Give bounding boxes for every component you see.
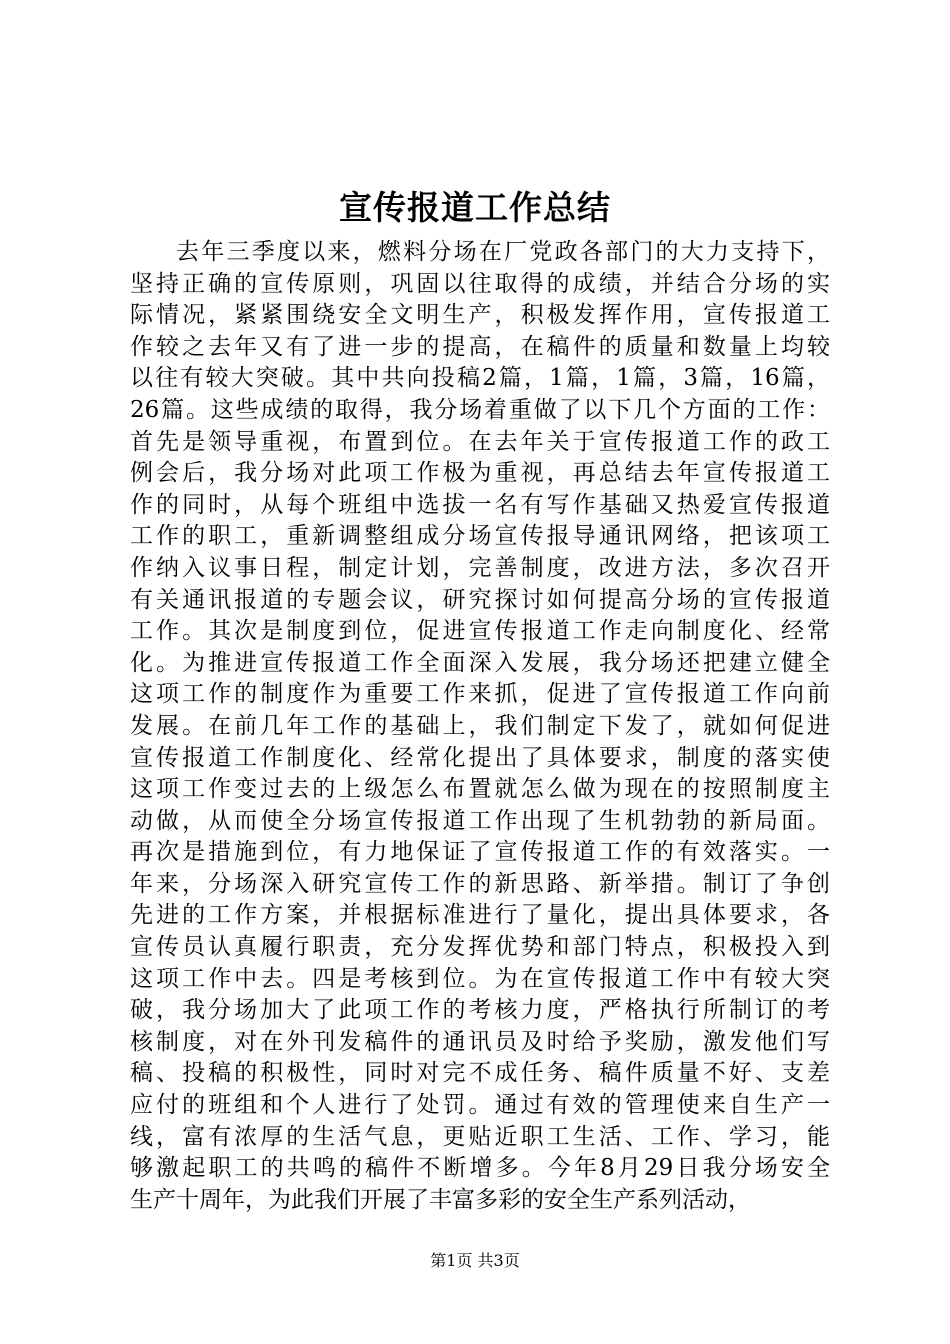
body-line: 这项工作变过去的上级怎么布置就怎么做为现在的按照制度主 bbox=[130, 776, 830, 803]
body-line: 去年三季度以来，燃料分场在厂党政各部门的大力支持下， bbox=[176, 239, 830, 265]
body-line: 坚持正确的宣传原则，巩固以往取得的成绩，并结合分场的实 bbox=[130, 270, 830, 297]
body-line: 线，富有浓厚的生活气息，更贴近职工生活、工作、学习，能 bbox=[130, 1123, 830, 1150]
body-line: 工作。其次是制度到位，促进宣传报道工作走向制度化、经常 bbox=[130, 618, 830, 645]
body-line: 核制度，对在外刊发稿件的通讯员及时给予奖励，激发他们写 bbox=[130, 1028, 830, 1055]
body-line: 作的同时，从每个班组中选拔一名有写作基础又热爱宣传报道 bbox=[130, 491, 830, 518]
body-paragraph bbox=[130, 237, 830, 1216]
body-line: 例会后，我分场对此项工作极为重视，再总结去年宣传报道工 bbox=[130, 460, 830, 487]
body-line: 年来，分场深入研究宣传工作的新思路、新举措。制订了争创 bbox=[130, 870, 830, 897]
page-number: 第1页 共3页 bbox=[430, 1251, 520, 1270]
body-line: 工作的职工，重新调整组成分场宣传报导通讯网络，把该项工 bbox=[130, 523, 830, 550]
body-line: 动做，从而使全分场宣传报道工作出现了生机勃勃的新局面。 bbox=[130, 807, 830, 834]
body-line: 宣传报道工作制度化、经常化提出了具体要求，制度的落实使 bbox=[130, 744, 830, 771]
body-line: 这项工作中去。四是考核到位。为在宣传报道工作中有较大突 bbox=[130, 965, 830, 992]
body-line: 化。为推进宣传报道工作全面深入发展，我分场还把建立健全 bbox=[130, 649, 830, 676]
body-line: 宣传员认真履行职责，充分发挥优势和部门特点，积极投入到 bbox=[130, 934, 830, 961]
body-line: 应付的班组和个人进行了处罚。通过有效的管理使来自生产一 bbox=[130, 1092, 830, 1119]
body-line: 以往有较大突破。其中共向投稿2篇，1篇，1篇，3篇，16篇， bbox=[130, 365, 830, 392]
body-line: 26篇。这些成绩的取得，我分场着重做了以下几个方面的工作： bbox=[130, 396, 830, 423]
body-line: 有关通讯报道的专题会议，研究探讨如何提高分场的宣传报道 bbox=[130, 586, 830, 613]
body-line: 生产十周年，为此我们开展了丰富多彩的安全生产系列活动， bbox=[130, 1186, 751, 1213]
body-line: 稿、投稿的积极性，同时对完不成任务、稿件质量不好、支差 bbox=[130, 1060, 830, 1087]
body-line: 首先是领导重视，布置到位。在去年关于宣传报道工作的政工 bbox=[130, 428, 830, 455]
body-line: 这项工作的制度作为重要工作来抓，促进了宣传报道工作向前 bbox=[130, 681, 830, 708]
body-line: 够激起职工的共鸣的稿件不断增多。今年8月29日我分场安全 bbox=[130, 1155, 830, 1182]
body-line: 破，我分场加大了此项工作的考核力度，严格执行所制订的考 bbox=[130, 997, 830, 1024]
document-title: 宣传报道工作总结 bbox=[339, 188, 611, 227]
body-line: 再次是措施到位，有力地保证了宣传报道工作的有效落实。一 bbox=[130, 839, 830, 866]
body-line: 际情况，紧紧围绕安全文明生产，积极发挥作用，宣传报道工 bbox=[130, 302, 830, 329]
body-line: 作纳入议事日程，制定计划，完善制度，改进方法，多次召开 bbox=[130, 554, 830, 581]
body-line: 发展。在前几年工作的基础上，我们制定下发了，就如何促进 bbox=[130, 712, 830, 739]
body-line: 先进的工作方案，并根据标准进行了量化，提出具体要求，各 bbox=[130, 902, 830, 929]
body-line: 作较之去年又有了进一步的提高，在稿件的质量和数量上均较 bbox=[130, 333, 830, 360]
